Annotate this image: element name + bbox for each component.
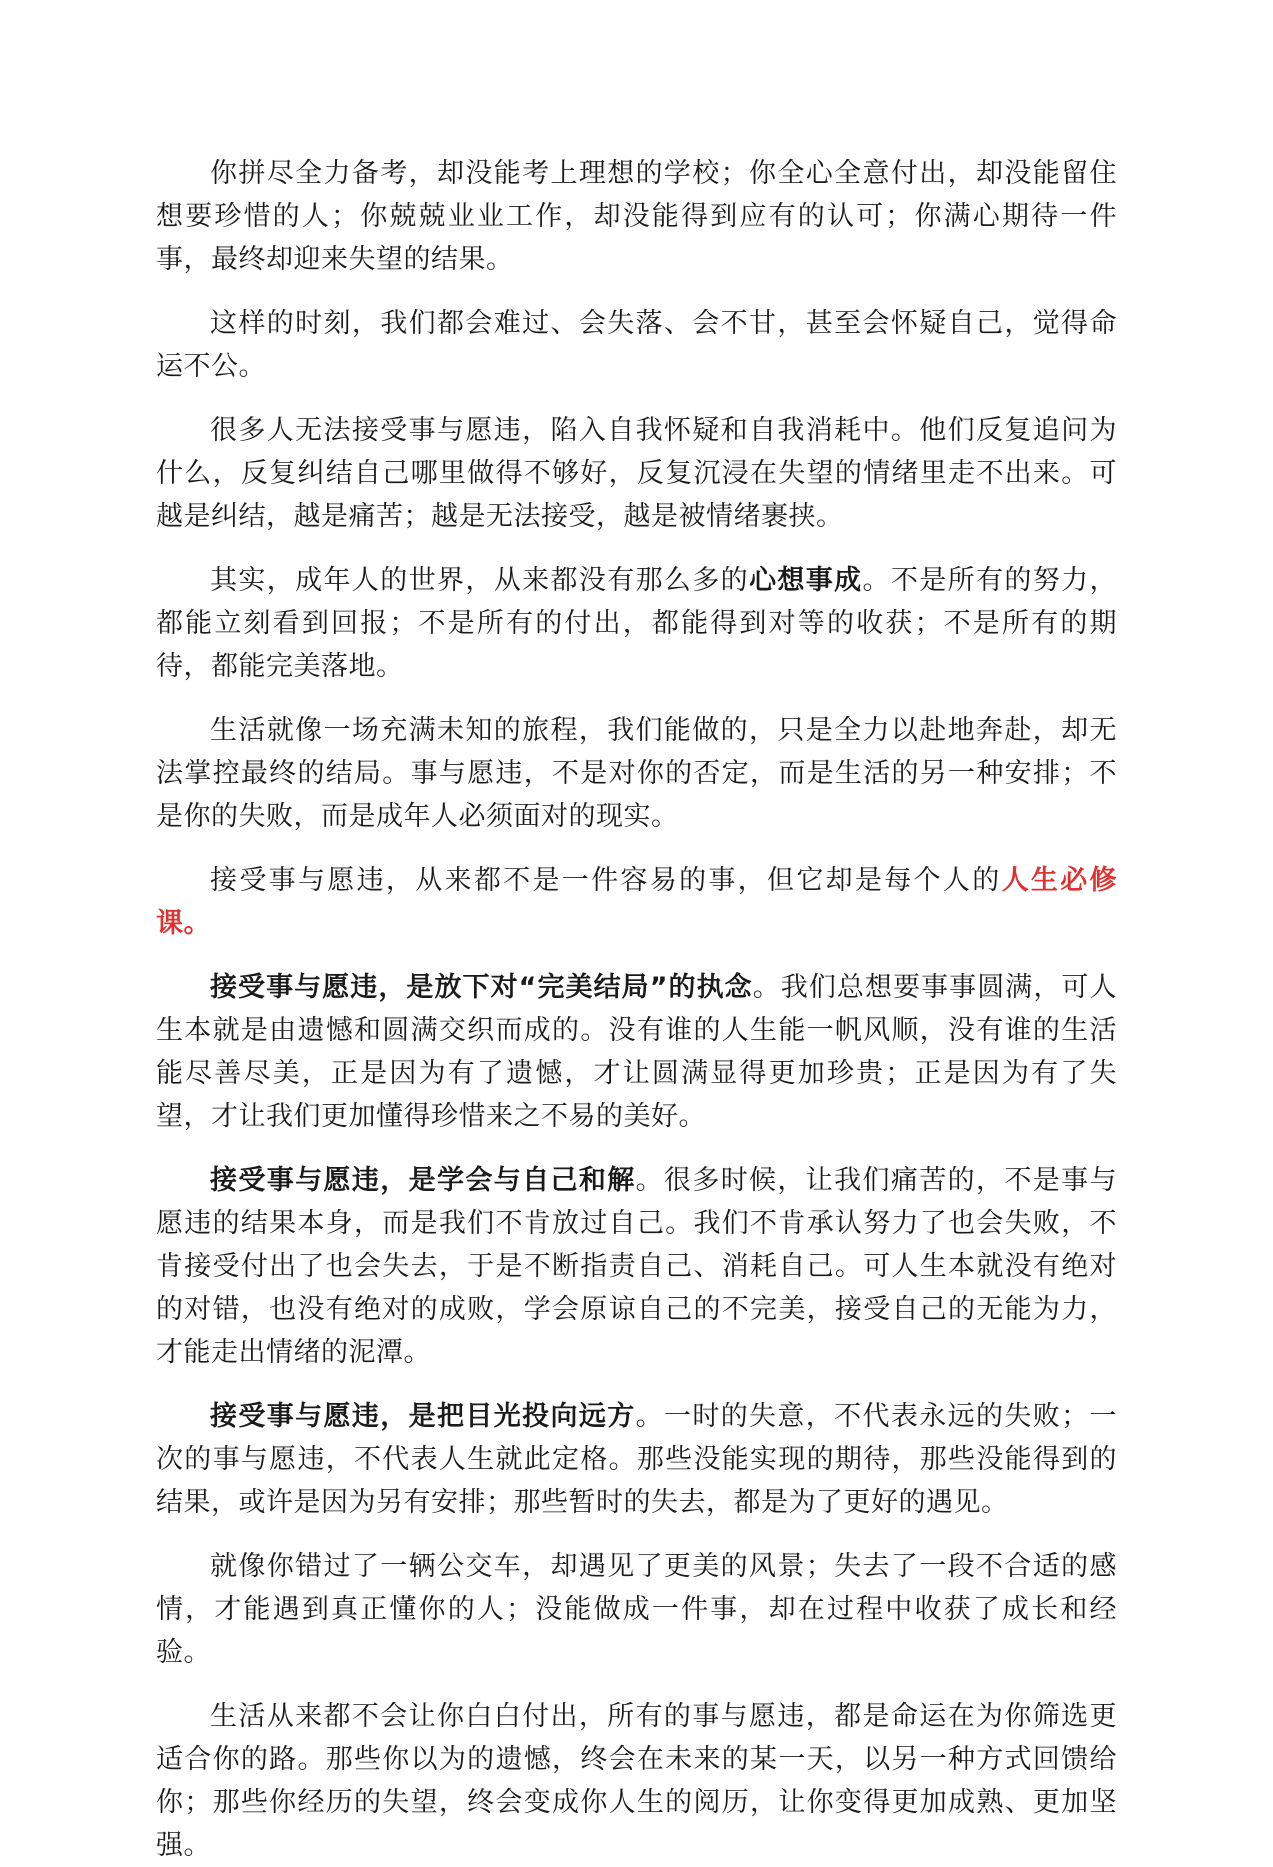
paragraph-1-text: 你拼尽全力备考，却没能考上理想的学校；你全心全意付出，却没能留住想要珍惜的人；你兢兢业业工作，却没能得到应有的认可；你满心期待一件事，最终却迎来失望的结果。 xyxy=(156,158,1117,275)
paragraph-8-bold-lead: 接受事与愿违，是学会与自己和解 xyxy=(210,1165,636,1196)
paragraph-6 xyxy=(156,859,1117,945)
paragraph-5 xyxy=(156,709,1117,838)
paragraph-9-text-after: 。一时的失意，不代表永远的失败；一次的事与愿违，不代表人生就此定格。那些没能实现的期待，那些没能得到的结果，或许是因为另有安排；那些暂时的失去，都是为了更好的遇见。 xyxy=(156,1401,1118,1518)
paragraph-3-text: 很多人无法接受事与愿违，陷入自我怀疑和自我消耗中。他们反复追问为什么，反复纠结自己哪里做得不够好，反复沉浸在失望的情绪里走不出来。可越是纠结，越是痛苦；越是无法接受，越是被情绪裹挟。 xyxy=(156,415,1117,532)
paragraph-7 xyxy=(156,966,1117,1138)
paragraph-8 xyxy=(156,1159,1117,1374)
paragraph-8-text-after: 。很多时候，让我们痛苦的，不是事与愿违的结果本身，而是我们不肯放过自己。我们不肯承认努力了也会失败，不肯接受付出了也会失去，于是不断指责自己、消耗自己。可人生本就没有绝对的对错，也没有绝对的成败，学会原谅自己的不完美，接受自己的无能为力，才能走出情绪的泥潭。 xyxy=(156,1165,1118,1368)
paragraph-4-text-before: 其实，成年人的世界，从来都没有那么多的 xyxy=(210,565,750,596)
paragraph-6-highlight-phrase: 人生必修课。 xyxy=(156,865,1118,939)
paragraph-10-text: 就像你错过了一辆公交车，却遇见了更美的风景；失去了一段不合适的感情，才能遇到真正懂你的人；没能做成一件事，却在过程中收获了成长和经验。 xyxy=(156,1551,1117,1668)
paragraph-7-bold-lead: 接受事与愿违，是放下对“完美结局”的执念 xyxy=(210,972,753,1003)
paragraph-7-text-after: 。我们总想要事事圆满，可人生本就是由遗憾和圆满交织而成的。没有谁的人生能一帆风顺，没有谁的生活能尽善尽美，正是因为有了遗憾，才让圆满显得更加珍贵；正是因为有了失望，才让我们更加懂得珍惜来之不易的美好。 xyxy=(156,972,1117,1132)
paragraph-4-bold-phrase: 心想事成 xyxy=(749,565,863,596)
paragraph-4-text-after: 。不是所有的努力，都能立刻看到回报；不是所有的付出，都能得到对等的收获；不是所有的期待，都能完美落地。 xyxy=(156,565,1118,682)
paragraph-5-text: 生活就像一场充满未知的旅程，我们能做的，只是全力以赴地奔赴，却无法掌控最终的结局。事与愿违，不是对你的否定，而是生活的另一种安排；不是你的失败，而是成年人必须面对的现实。 xyxy=(156,715,1117,832)
paragraph-11 xyxy=(156,1695,1117,1867)
paragraph-1 xyxy=(156,152,1117,281)
paragraph-11-text: 生活从来都不会让你白白付出，所有的事与愿违，都是命运在为你筛选更适合你的路。那些你以为的遗憾，终会在未来的某一天，以另一种方式回馈给你；那些你经历的失望，终会变成你人生的阅历，让你变得更加成熟、更加坚强。 xyxy=(156,1701,1117,1861)
paragraph-6-text-before: 接受事与愿违，从来都不是一件容易的事，但它却是每个人的 xyxy=(210,865,1002,896)
paragraph-2-text: 这样的时刻，我们都会难过、会失落、会不甘，甚至会怀疑自己，觉得命运不公。 xyxy=(156,308,1117,382)
paragraph-4 xyxy=(156,559,1117,688)
paragraph-2 xyxy=(156,302,1117,388)
paragraph-10 xyxy=(156,1545,1117,1674)
paragraph-9-bold-lead: 接受事与愿违，是把目光投向远方 xyxy=(210,1401,636,1432)
paragraph-9 xyxy=(156,1395,1117,1524)
paragraph-3 xyxy=(156,409,1117,538)
